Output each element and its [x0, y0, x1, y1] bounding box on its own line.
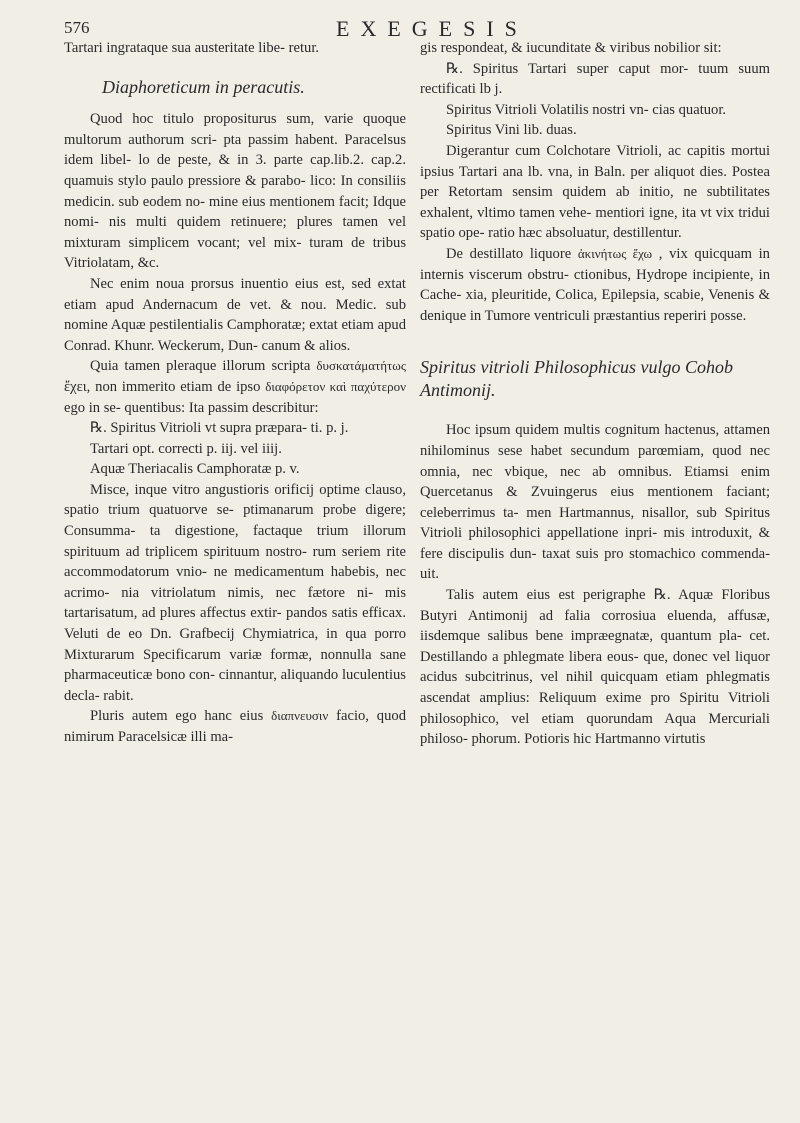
greek-word: δυσκατάματήτως: [316, 358, 406, 374]
paragraph: gis respondeat, & iucunditate & viribus nobilior sit:: [420, 40, 722, 56]
text-span: , vix quicquam in internis viscerum obstru- ctionibus, Hydrope incipiente, in Cache- xia, pleuritide, Colica, Epilepsia, scabie, Venenis & denique in Tumore ventriculi præstantius reperiri posse.: [420, 245, 770, 324]
recipe-line: Spiritus Vitrioli Volatilis nostri vn- cias quatuor.: [446, 101, 727, 118]
paragraph: Quod hoc titulo propositurus sum, varie quoque multorum authorum scri- pta passim habent. Paracelsus idem libel- lo de peste, & in 3. parte cap.lib.2. cap.2. quamuis stylo paulo pressiore & parabo- lico: In consiliis medicin. sub eodem no- mine eius mentionem facit; Idque nomi- nis multi quidem retinuere; plures tamen vel mixturam simplicem vocant; vel mix- turam de tribus Vitriolatam, &c.: [64, 111, 406, 272]
paragraph: Digerantur cum Colchotare Vitrioli, ac capitis mortui ipsius Tartari ana lb. vna, in Baln. per aliquot dies. Postea per Retortam sensim quidem ab initio, ne subtilitates exhalent, vltimo tamen vehe- mentiori igne, ita vt vix tridui spatio ope- ratio hæc absoluatur, destillentur.: [420, 142, 770, 242]
text-span: ἔχει, non immerito etiam de ipso: [64, 378, 261, 395]
text-span: De destillato liquore: [446, 245, 572, 262]
recipe-line: Spiritus Vini lib. duas.: [446, 122, 577, 139]
section-heading: Spiritus vitrioli Philosophicus vulgo Cohob Antimonij.: [420, 357, 734, 401]
text-span: facio, quod nimirum Paracelsicæ illi ma-: [64, 708, 406, 745]
recipe-line: ℞. Spiritus Tartari super caput mor- tuum suum rectificati lb j.: [420, 60, 770, 98]
paragraph: [420, 244, 770, 326]
greek-word: διαφόρετον καὶ παχύτερον: [265, 378, 406, 394]
text-span: Quia tamen pleraque illorum scripta: [90, 358, 311, 375]
paragraph: Hoc ipsum quidem multis cognitum hactenus, attamen nihilominus sese habet secundum parœmiam, quod nec omnia, nec vbique, nec ab omnibus. Etiamsi enim Quercetanus & Zvuingerus eius mentionem faciant; celeberrimus ta- men Hartmannus, nisallor, sub Spiritus Vitrioli philosophici appellatione inpri- mis introduxit, & fere discipulis dun- taxat suis pro stomachico commenda- uit.: [420, 422, 770, 583]
paragraph: Talis autem eius est perigraphe ℞. Aquæ Floribus Butyri Antimonij ad falia corrosiua eluenda, affusæ, iisdemque salibus bene impræegnatæ, quantum pla- cet. Destillando a phlegmate libera eous- que, donec vel liquor acidus subcitrinus, vel nihil quicquam etiam phlegmatis ascendat amplius: Reliquum exime pro Spiritu Vitrioli philosophico, vel etiam quorundam Aqua Mercuriali philoso- phorum. Potioris hic Hartmanno virtutis: [420, 587, 770, 748]
recipe-line: Aquæ Theriacalis Camphoratæ p. v.: [90, 461, 300, 478]
greek-word: διαπνευσιν: [271, 708, 329, 724]
running-head: EXEGESIS: [336, 16, 528, 41]
right-column: [420, 38, 770, 750]
paragraph: Misce, inque vitro angustioris orificij optime clauso, spatio trium quatuorve se- ptimanarum probe digere; Consumma- ta digestione, factaque trium illorum spirituum ad triplicem spirituum nostro- rum seriem rite accommodatorum vnio- ne medicamentum habebis, nec acrimo- nia vitriolatum nimis, nec fætore ni- mis tartarisatum, ad plures affectus extir- pandos satis efficax. Veluti de eo Dn. Grafbecij Chymiatrica, in qua porro Mixturarum Specificarum variæ formæ, nonnulla sane pharmaceuticæ bono con- cinnantur, aliquando luculentius decla- rabit.: [64, 481, 406, 704]
text-span: Pluris autem ego hanc eius: [90, 708, 264, 725]
recipe-line: Tartari opt. correcti p. iij. vel iiij.: [90, 440, 282, 457]
section-heading: Diaphoreticum in peracutis.: [102, 76, 305, 97]
page-number: 576: [64, 18, 90, 37]
paragraph: Nec enim noua prorsus inuentio eius est, sed extat etiam apud Andernacum de vet. & nou. Medic. sub nomine Aquæ pestilentialis Camphoratæ; extat etiam apud Conrad. Khunr. Weckerum, Dun- canum & alios.: [64, 275, 406, 354]
left-column: [64, 38, 406, 748]
recipe-line: ℞. Spiritus Vitrioli vt supra præpara- ti. p. j.: [90, 420, 349, 437]
paragraph: [64, 356, 406, 418]
greek-word: ἀκινήτως ἔχω: [577, 245, 653, 261]
text-span: ego in se- quentibus: Ita passim describitur:: [64, 399, 319, 416]
paragraph: [64, 706, 406, 747]
paragraph: Tartari ingrataque sua austeritate libe- retur.: [64, 40, 320, 56]
